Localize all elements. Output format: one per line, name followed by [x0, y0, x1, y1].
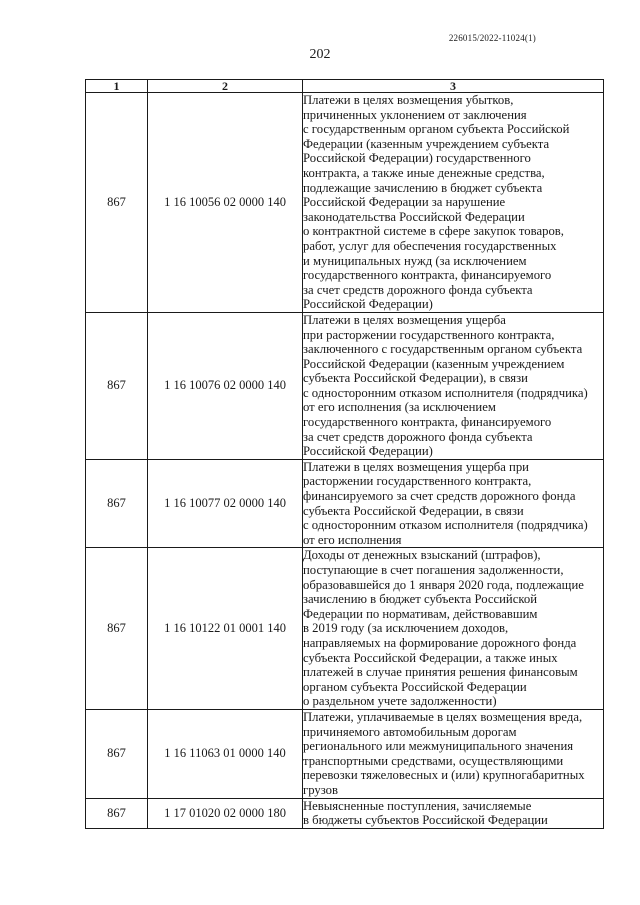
revenue-code: 1 16 10076 02 0000 140 [148, 312, 303, 459]
administrator-code: 867 [86, 459, 148, 548]
administrator-code: 867 [86, 312, 148, 459]
revenue-description: Платежи в целях возмещения убытков, причиненных уклонением от заключения с государственным органом субъекта Российской Федерации (казенным учреждением субъекта Российской Федерации) государственного контракта, а также иные денежные средства, подлежащие зачислению в бюджет субъекта Российской Федерации за нарушение законодательства Российской Федерации о контрактной системе в сфере закупок товаров, работ, услуг для обеспечения государственных и муниципальных нужд (за исключением государственного контракта, финансируемого за счет средств дорожного фонда субъекта Российской Федерации) [303, 93, 604, 313]
table-row [86, 312, 604, 459]
administrator-code: 867 [86, 548, 148, 710]
revenue-code: 1 17 01020 02 0000 180 [148, 798, 303, 828]
header-col-2: 2 [148, 80, 303, 93]
administrator-code: 867 [86, 709, 148, 798]
revenue-codes-table [85, 79, 604, 829]
table-row [86, 548, 604, 710]
revenue-description: Платежи в целях возмещения ущерба при расторжении государственного контракта, заключенного с государственным органом субъекта Российской Федерации (казенным учреждением субъекта Российской Федерации), в связи с односторонним отказом исполнителя (подрядчика) от его исполнения (за исключением государственного контракта, финансируемого за счет средств дорожного фонда субъекта Российской Федерации) [303, 312, 604, 459]
table-row [86, 798, 604, 828]
revenue-code: 1 16 10122 01 0001 140 [148, 548, 303, 710]
header-col-1: 1 [86, 80, 148, 93]
revenue-code: 1 16 10056 02 0000 140 [148, 93, 303, 313]
table-row [86, 709, 604, 798]
revenue-description: Платежи, уплачиваемые в целях возмещения вреда, причиняемого автомобильным дорогам регионального или межмуниципального значения транспортными средствами, осуществляющими перевозки тяжеловесных и (или) крупногабаритных грузов [303, 709, 604, 798]
revenue-code: 1 16 11063 01 0000 140 [148, 709, 303, 798]
document-id: 226015/2022-11024(1) [448, 33, 536, 43]
revenue-description: Доходы от денежных взысканий (штрафов), поступающие в счет погашения задолженности, образовавшейся до 1 января 2020 года, подлежащие зачислению в бюджет субъекта Российской Федерации по нормативам, действовавшим в 2019 году (за исключением доходов, направляемых на формирование дорожного фонда субъекта Российской Федерации, а также иных платежей в случае принятия решения финансовым органом субъекта Российской Федерации о раздельном учете задолженности) [303, 548, 604, 710]
administrator-code: 867 [86, 93, 148, 313]
table-row [86, 459, 604, 548]
page-number: 202 [309, 47, 331, 62]
header-col-3: 3 [303, 80, 604, 93]
table-header-row [86, 80, 604, 93]
revenue-code: 1 16 10077 02 0000 140 [148, 459, 303, 548]
administrator-code: 867 [86, 798, 148, 828]
revenue-description: Невыясненные поступления, зачисляемые в бюджеты субъектов Российской Федерации [303, 798, 604, 828]
table-row [86, 93, 604, 313]
revenue-description: Платежи в целях возмещения ущерба при расторжении государственного контракта, финансируемого за счет средств дорожного фонда субъекта Российской Федерации, в связи с односторонним отказом исполнителя (подрядчика) от его исполнения [303, 459, 604, 548]
